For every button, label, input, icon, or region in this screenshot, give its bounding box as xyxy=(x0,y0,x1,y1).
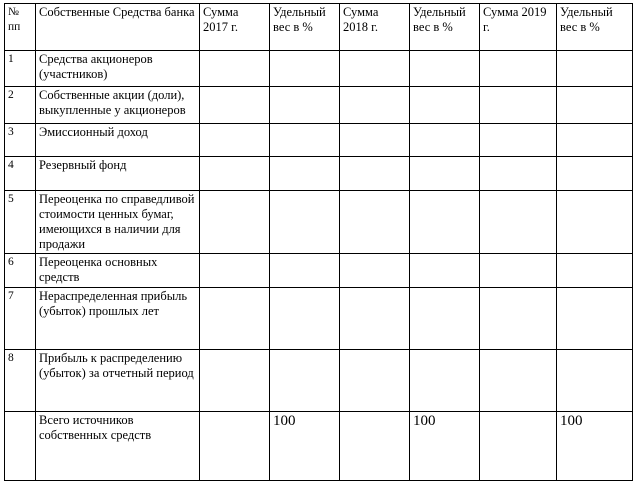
cell-share-2018 xyxy=(410,350,480,412)
cell-share-2019 xyxy=(557,51,633,87)
cell-share-2017 xyxy=(270,350,340,412)
cell-sum-2017 xyxy=(200,254,270,288)
cell-share-2019 xyxy=(557,124,633,157)
cell-share-2018 xyxy=(410,87,480,124)
row-name: Средства акционеров (участников) xyxy=(36,51,200,87)
table-row xyxy=(5,191,633,254)
cell-sum-2019 xyxy=(480,157,557,191)
table-total-row xyxy=(5,412,633,481)
total-share-2018: 100 xyxy=(410,412,480,481)
cell-share-2017 xyxy=(270,288,340,350)
row-number: 5 xyxy=(5,191,36,254)
table-row xyxy=(5,51,633,87)
row-number: 7 xyxy=(5,288,36,350)
total-share-2017: 100 xyxy=(270,412,340,481)
table-row xyxy=(5,124,633,157)
cell-sum-2019 xyxy=(480,124,557,157)
cell-share-2019 xyxy=(557,191,633,254)
cell-sum-2017 xyxy=(200,157,270,191)
cell-sum-2019 xyxy=(480,288,557,350)
row-number: 1 xyxy=(5,51,36,87)
cell-share-2019 xyxy=(557,288,633,350)
cell-sum-2018 xyxy=(340,51,410,87)
cell-share-2017 xyxy=(270,124,340,157)
header-share-2019: Удельный вес в % xyxy=(557,4,633,51)
cell-share-2019 xyxy=(557,87,633,124)
header-share-2018: Удельный вес в % xyxy=(410,4,480,51)
table-header-row xyxy=(5,4,633,51)
row-name: Резервный фонд xyxy=(36,157,200,191)
cell-share-2017 xyxy=(270,191,340,254)
cell-sum-2017 xyxy=(200,191,270,254)
cell-sum-2018 xyxy=(340,254,410,288)
cell-sum-2018 xyxy=(340,350,410,412)
cell-share-2019 xyxy=(557,350,633,412)
table-row xyxy=(5,350,633,412)
cell-share-2018 xyxy=(410,157,480,191)
cell-sum-2018 xyxy=(340,124,410,157)
cell-sum-2019 xyxy=(480,51,557,87)
total-name: Всего источников собственных средств xyxy=(36,412,200,481)
cell-sum-2017 xyxy=(200,350,270,412)
cell-share-2019 xyxy=(557,254,633,288)
cell-sum-2017 xyxy=(200,87,270,124)
header-share-2017: Удельный вес в % xyxy=(270,4,340,51)
header-sum-2017: Сумма 2017 г. xyxy=(200,4,270,51)
header-number: № пп xyxy=(5,4,36,51)
cell-sum-2017 xyxy=(200,124,270,157)
cell-share-2018 xyxy=(410,254,480,288)
row-number: 6 xyxy=(5,254,36,288)
total-share-2019: 100 xyxy=(557,412,633,481)
total-number xyxy=(5,412,36,481)
cell-share-2018 xyxy=(410,191,480,254)
cell-sum-2019 xyxy=(480,254,557,288)
cell-share-2018 xyxy=(410,288,480,350)
header-sum-2018: Сумма 2018 г. xyxy=(340,4,410,51)
cell-sum-2017 xyxy=(200,288,270,350)
cell-sum-2019 xyxy=(480,87,557,124)
row-number: 4 xyxy=(5,157,36,191)
table-row xyxy=(5,254,633,288)
cell-share-2017 xyxy=(270,254,340,288)
cell-sum-2017 xyxy=(200,51,270,87)
cell-share-2019 xyxy=(557,157,633,191)
table-row xyxy=(5,87,633,124)
row-number: 8 xyxy=(5,350,36,412)
cell-sum-2018 xyxy=(340,87,410,124)
cell-sum-2019 xyxy=(480,191,557,254)
cell-sum-2018 xyxy=(340,191,410,254)
row-name: Собственные акции (доли), выкупленные у акционеров xyxy=(36,87,200,124)
row-name: Переоценка основных средств xyxy=(36,254,200,288)
cell-share-2017 xyxy=(270,51,340,87)
row-number: 2 xyxy=(5,87,36,124)
cell-share-2017 xyxy=(270,87,340,124)
table-row xyxy=(5,157,633,191)
total-sum-2019 xyxy=(480,412,557,481)
header-own-funds: Собственные Средства банка xyxy=(36,4,200,51)
row-name: Прибыль к распределению (убыток) за отчетный период xyxy=(36,350,200,412)
row-name: Переоценка по справедливой стоимости ценных бумаг, имеющихся в наличии для продажи xyxy=(36,191,200,254)
own-funds-table xyxy=(4,3,633,481)
cell-share-2018 xyxy=(410,124,480,157)
row-name: Нераспределенная прибыль (убыток) прошлых лет xyxy=(36,288,200,350)
cell-sum-2018 xyxy=(340,288,410,350)
row-name: Эмиссионный доход xyxy=(36,124,200,157)
total-sum-2017 xyxy=(200,412,270,481)
cell-sum-2018 xyxy=(340,157,410,191)
cell-share-2018 xyxy=(410,51,480,87)
cell-sum-2019 xyxy=(480,350,557,412)
header-sum-2019: Сумма 2019 г. xyxy=(480,4,557,51)
cell-share-2017 xyxy=(270,157,340,191)
table-row xyxy=(5,288,633,350)
total-sum-2018 xyxy=(340,412,410,481)
row-number: 3 xyxy=(5,124,36,157)
